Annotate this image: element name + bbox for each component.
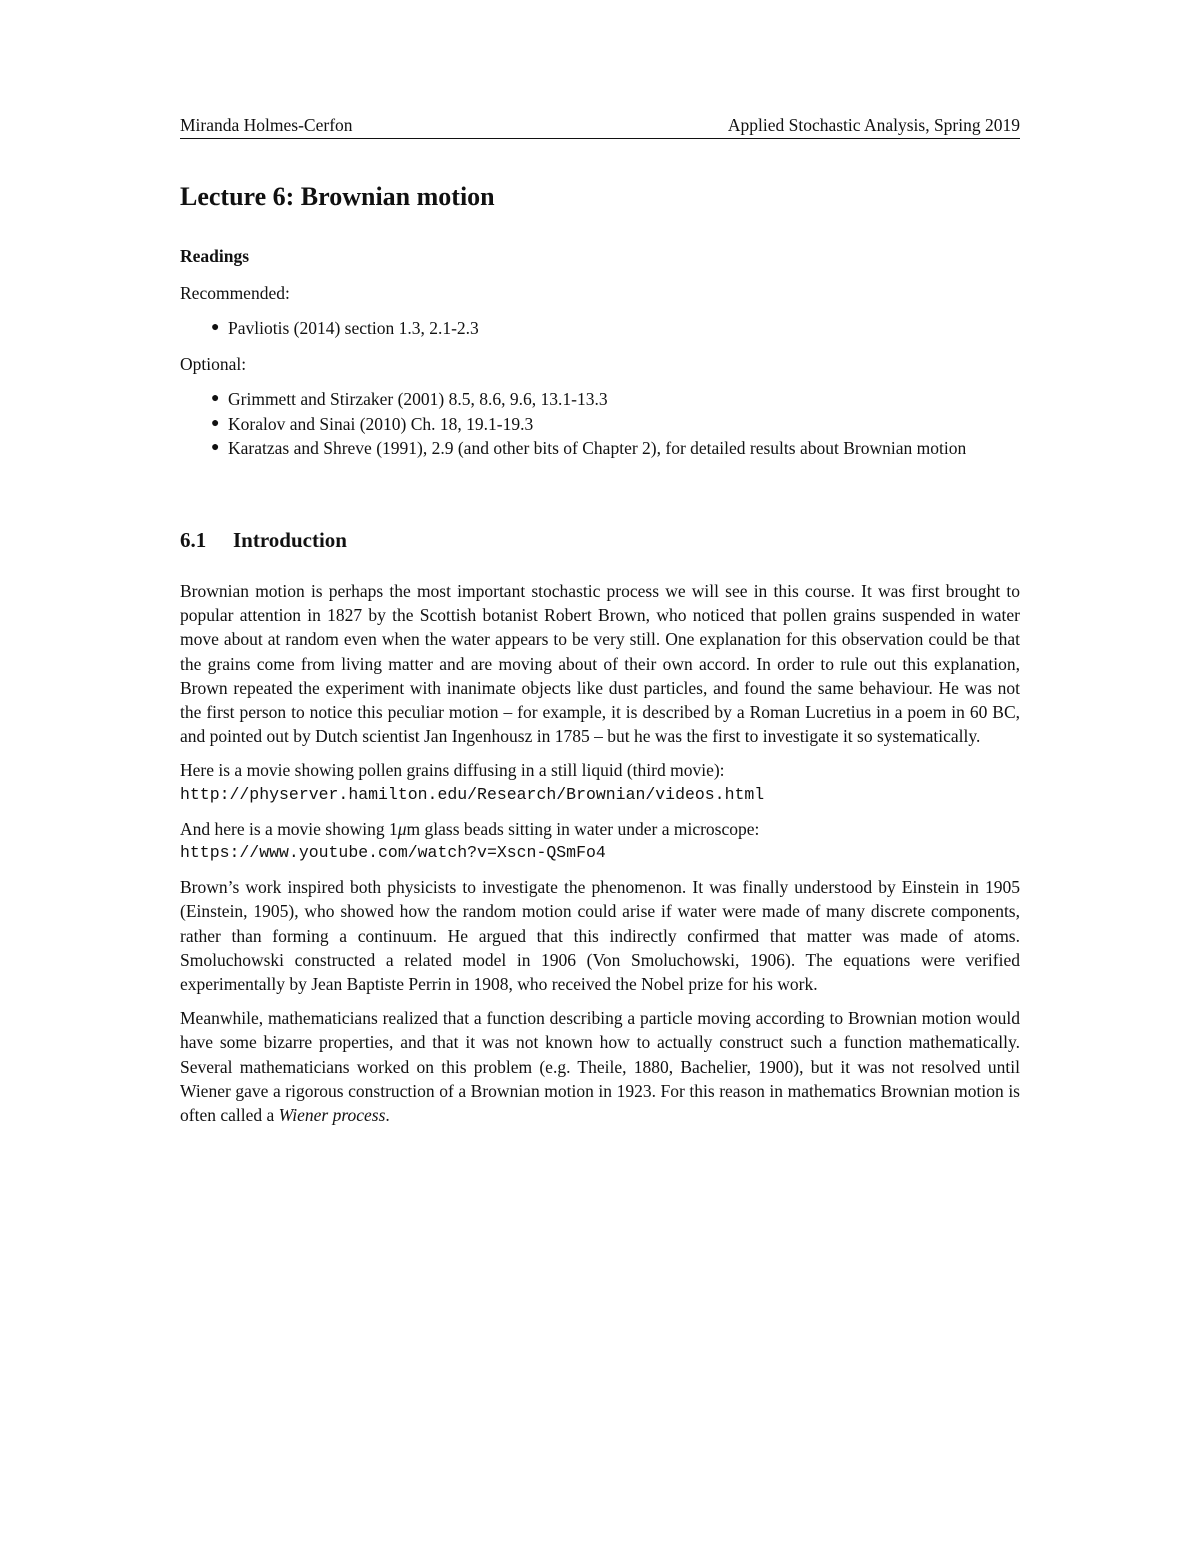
- bullet-icon: ●: [211, 320, 220, 335]
- section-body: [180, 579, 1020, 1137]
- bullet-icon: ●: [211, 440, 220, 455]
- section-number: 6.1: [180, 528, 207, 552]
- reading-text: Grimmett and Stirzaker (2001) 8.5, 8.6, 9.6, 13.1-13.3: [228, 389, 608, 409]
- paragraph-history: Brownian motion is perhaps the most important stochastic process we will see in this course. It was first brought to popular attention in 1827 by the Scottish botanist Robert Brown, who noticed that pollen grains suspended in water move about at random even when the water appears to be very still. One explanation for this observation could be that the grains come from living matter and are moving about of their own accord. In order to rule out this explanation, Brown repeated the experiment with inanimate objects like dust particles, and found the same behaviour. He was not the first person to notice this peculiar motion – for example, it is described by a Roman Lucretius in a poem in 60 BC, and pointed out by Dutch scientist Jan Ingenhousz in 1785 – but he was the first to investigate it so systematically.: [180, 581, 1020, 747]
- header-author: Miranda Holmes-Cerfon: [180, 115, 353, 135]
- list-item: [180, 412, 1020, 437]
- lecture-title: Lecture 6: Brownian motion: [180, 182, 495, 211]
- header-course: Applied Stochastic Analysis, Spring 2019: [727, 115, 1020, 135]
- beads-movie-link[interactable]: https://www.youtube.com/watch?v=Xscn-QSmFo4: [180, 843, 606, 863]
- paragraph-text-after: m glass beads sitting in water under a microscope:: [406, 818, 760, 839]
- document-page: [180, 0, 1020, 1553]
- recommended-list: [180, 316, 1020, 341]
- paragraph-wiener: [180, 1006, 1020, 1127]
- section-heading: [180, 526, 347, 554]
- list-item: [180, 316, 1020, 341]
- section-title: Introduction: [233, 528, 347, 552]
- optional-list: [180, 387, 1020, 461]
- paragraph-text: Here is a movie showing pollen grains diffusing in a still liquid (third movie):: [180, 760, 725, 781]
- bullet-icon: ●: [211, 415, 220, 431]
- wiener-process-term: Wiener process: [278, 1105, 386, 1126]
- readings-heading: Readings: [180, 246, 250, 266]
- recommended-label: Recommended:: [180, 283, 290, 303]
- optional-label: Optional:: [180, 354, 247, 374]
- paragraph-text-before: And here is a movie showing 1: [180, 818, 398, 839]
- reading-text: Koralov and Sinai (2010) Ch. 18, 19.1-19.3: [228, 413, 534, 434]
- reading-text: Pavliotis (2014) section 1.3, 2.1-2.3: [228, 318, 479, 338]
- paragraph-beads-movie: [180, 817, 1020, 865]
- list-item: [180, 436, 1020, 461]
- reading-text: Karatzas and Shreve (1991), 2.9 (and other bits of Chapter 2), for detailed results about Brownian motion: [228, 438, 967, 458]
- list-item: [180, 387, 1020, 412]
- paragraph-einstein: Brown’s work inspired both physicists to investigate the phenomenon. It was finally understood by Einstein in 1905 (Einstein, 1905), who showed how the random motion could arise if water were made of many discrete components, rather than forming a continuum. He argued that this indirectly confirmed that matter was made of atoms. Smoluchowski constructed a related model in 1906 (Von Smoluchowski, 1906). The equations were verified experimentally by Jean Baptiste Perrin in 1908, who received the Nobel prize for his work.: [180, 877, 1020, 995]
- mu-symbol: μ: [397, 818, 407, 839]
- paragraph-text-before: Meanwhile, mathematicians realized that a function describing a particle moving according to Brownian motion would have some bizarre properties, and that it was not known how to actually construct such a function mathematically. Several mathematicians worked on this problem (e.g. Theile, 1880, Bachelier, 1900), but it was not resolved until Wiener gave a rigorous construction of a Brownian motion in 1923. For this reason in mathematics Brownian motion is often called a: [180, 1008, 1020, 1126]
- paragraph-pollen-movie: [180, 758, 1020, 806]
- paragraph-text-after: .: [385, 1105, 390, 1126]
- running-header: [180, 114, 1020, 139]
- bullet-icon: ●: [211, 391, 220, 406]
- pollen-movie-link[interactable]: http://physerver.hamilton.edu/Research/Brownian/videos.html: [180, 784, 765, 804]
